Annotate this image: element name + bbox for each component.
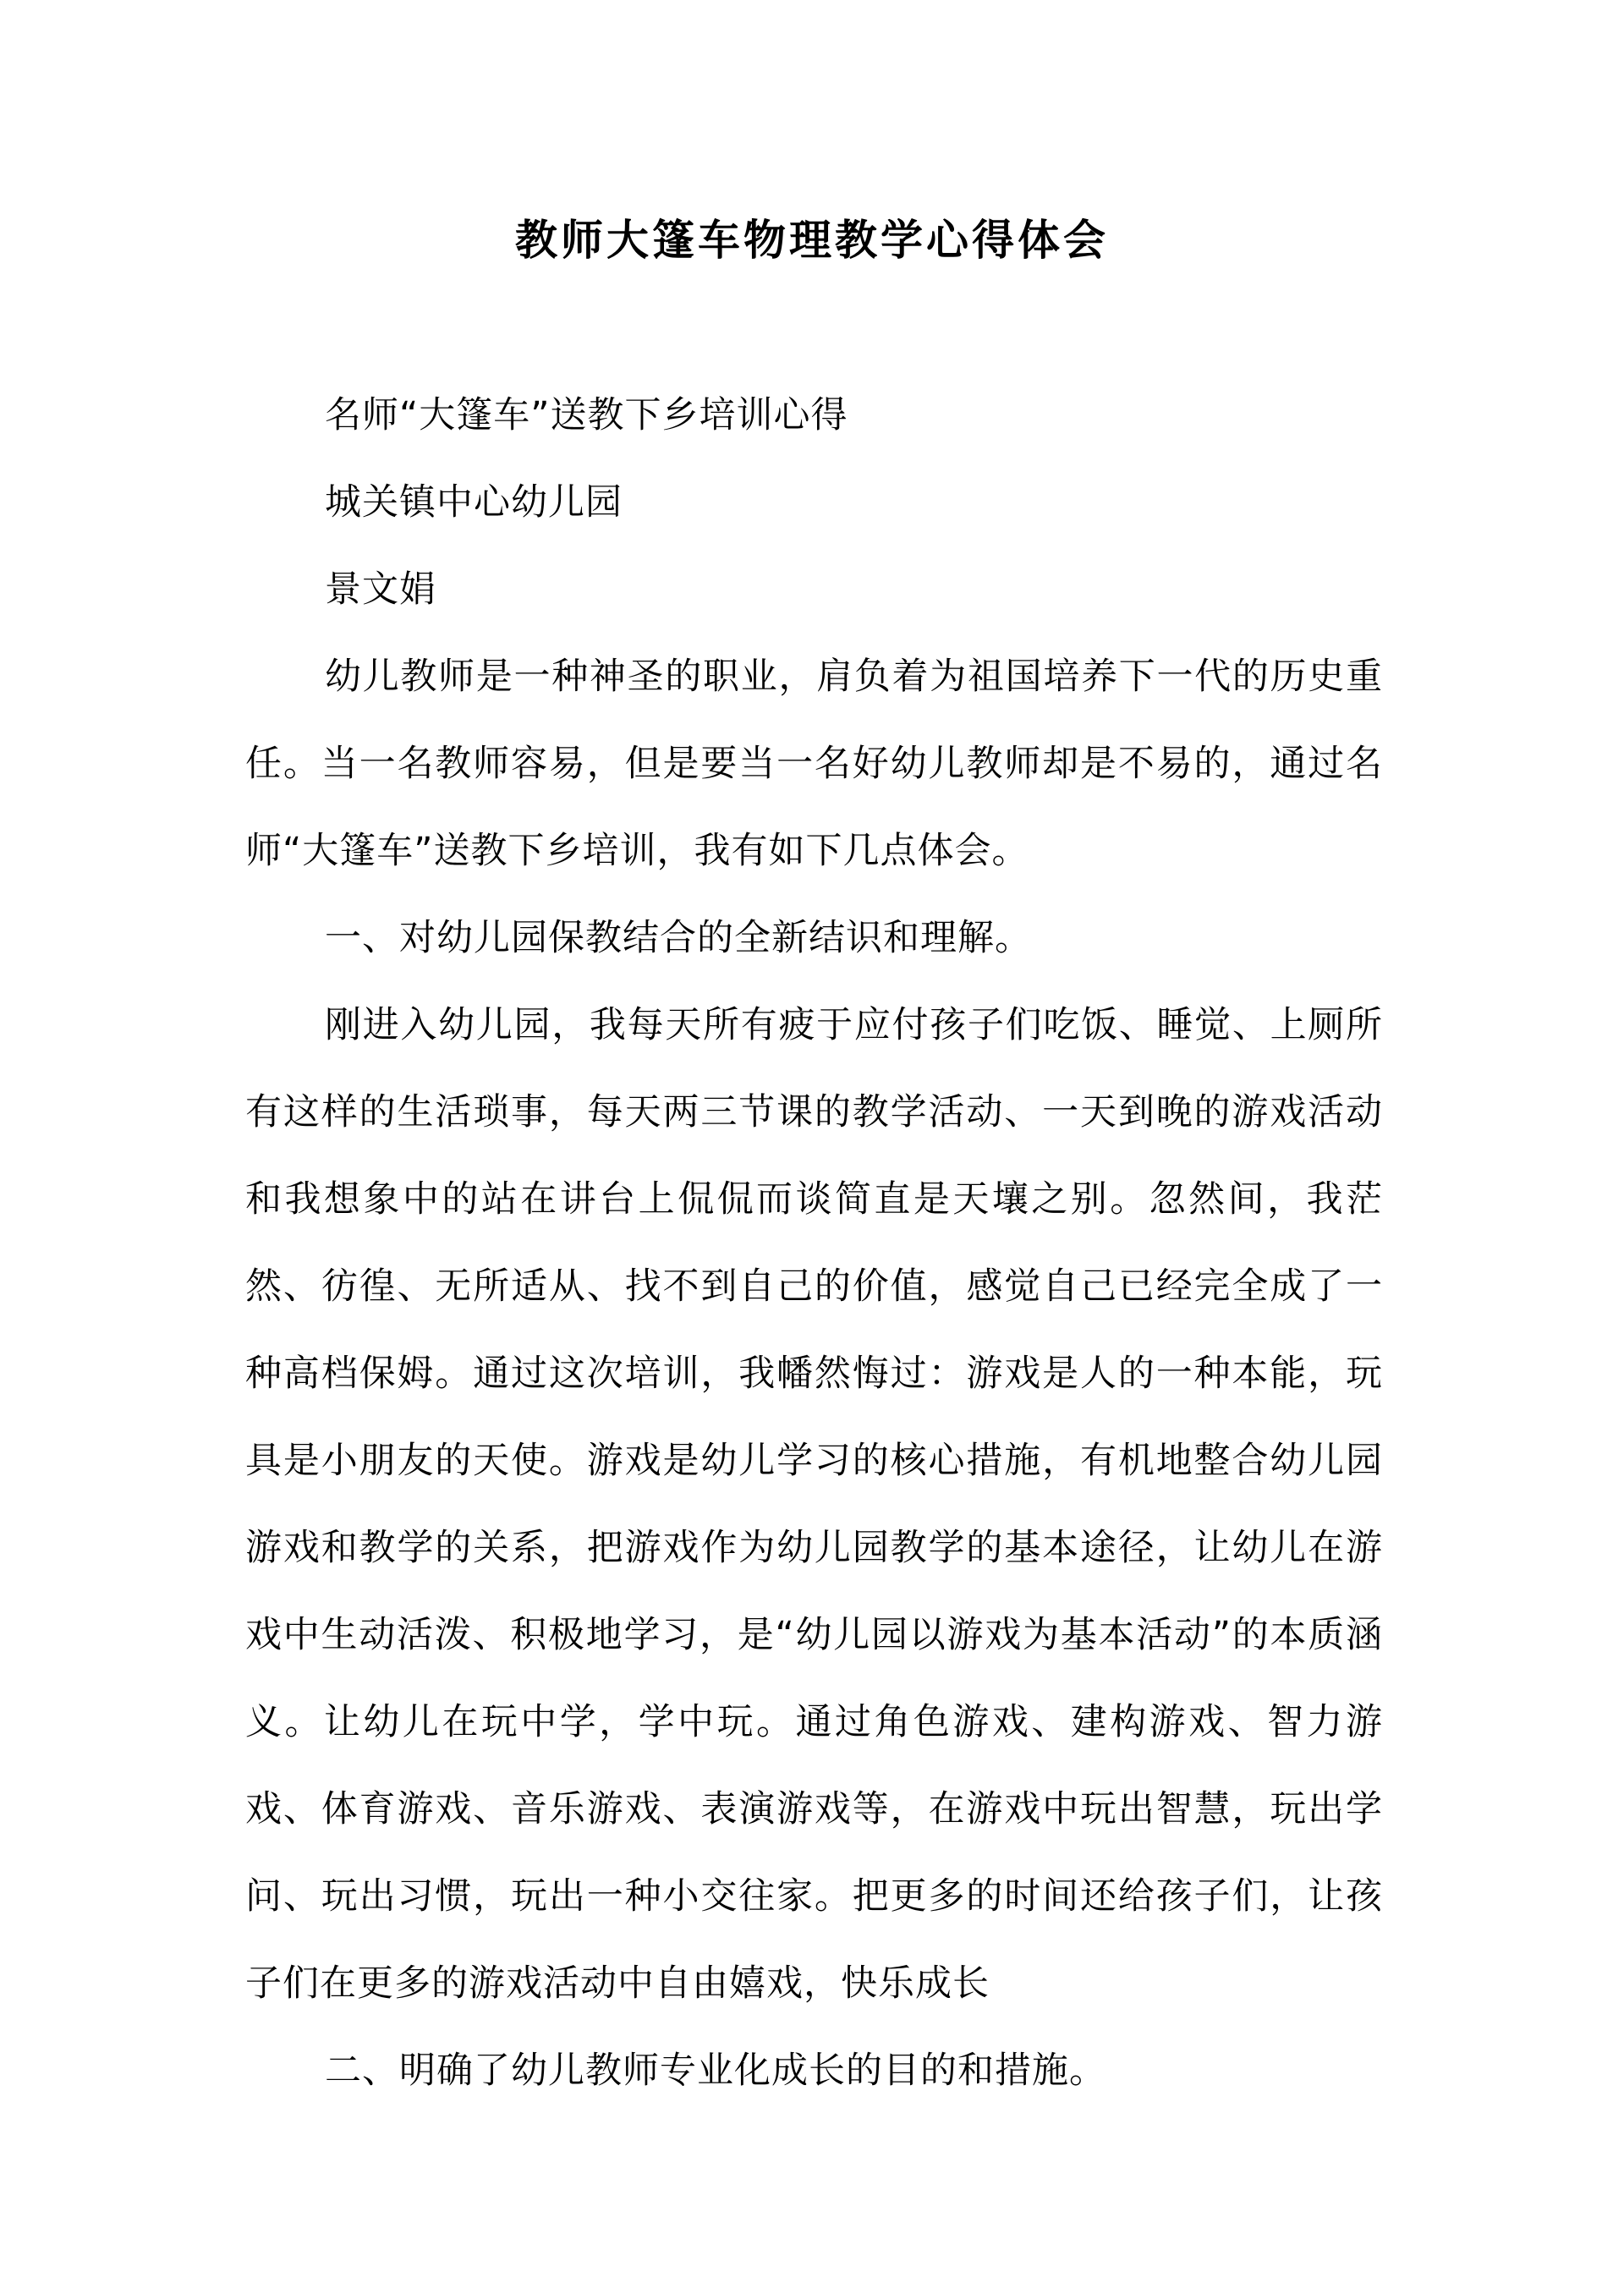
section-1-paragraph: 刚进入幼儿园，我每天所有疲于应付孩子们吃饭、睡觉、上厕所有这样的生活琐事，每天两三节课的教学活动、一天到晚的游戏活动和我想象中的站在讲台上侃侃而谈简直是天壤之别。忽然间，我茫然、彷徨、无所适从、找不到自己的价值，感觉自己已经完全成了一种高档保姆。通过这次培训，我幡然悔过：游戏是人的一种本能，玩具是小朋友的天使。游戏是幼儿学习的核心措施，有机地整合幼儿园游戏和教学的关系，把游戏作为幼儿园教学的基本途径，让幼儿在游戏中生动活泼、积极地学习，是“幼儿园以游戏为基本活动”的本质涵义。让幼儿在玩中学，学中玩。通过角色游戏、建构游戏、智力游戏、体育游戏、音乐游戏、表演游戏等，在游戏中玩出智慧，玩出学问、玩出习惯，玩出一种小交往家。把更多的时间还给孩子们，让孩子们在更多的游戏活动中自由嬉戏，快乐成长 [245,1004,1383,2005]
section-heading-2: 二、明确了幼儿教师专业化成长的目的和措施。 [325,2050,1106,2092]
document-title: 教师大篷车物理教学心得体会 [515,215,1109,265]
intro-paragraph: 幼儿教师是一种神圣的职业，肩负着为祖国培养下一代的历史重任。当一名教师容易，但是要当一名好幼儿教师却是不易的，通过名师“大篷车”送教下乡培训，我有如下几点体会。 [245,656,1383,872]
document-body [245,372,1383,2115]
organization-paragraph: 城关镇中心幼儿园 [325,481,623,524]
author-paragraph: 景文娟 [325,568,436,611]
subtitle-paragraph: 名师“大篷车”送教下乡培训心得 [325,394,848,436]
section-heading-1: 一、对幼儿园保教结合的全新结识和理解。 [325,917,1032,959]
